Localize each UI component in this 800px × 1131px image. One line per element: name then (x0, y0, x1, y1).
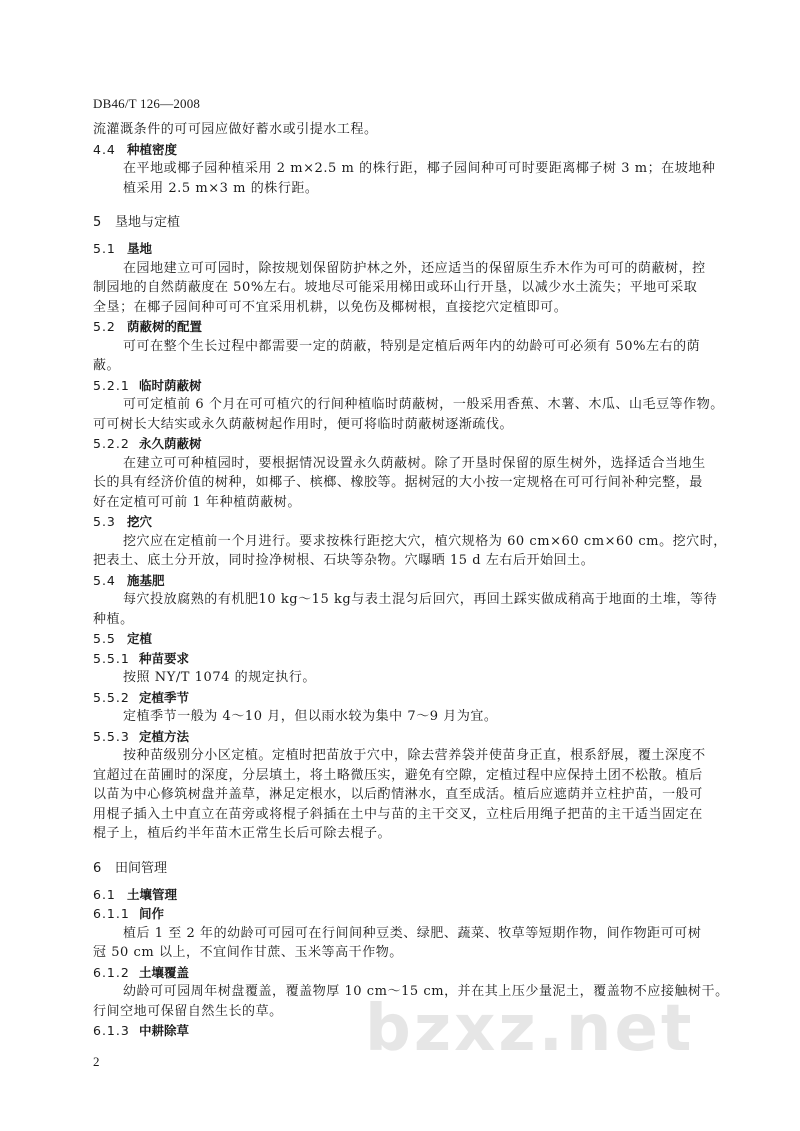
section-heading (93, 376, 713, 396)
section-number: 5.2.1 (93, 377, 130, 393)
chapter-heading (93, 211, 713, 230)
paragraph-line: 棍子上，植后约半年苗木正常生长后可除去棍子。 (93, 826, 392, 841)
section-number: 6.1.2 (93, 964, 130, 980)
section-title: 挖穴 (127, 514, 153, 529)
paragraph-line: 植后 1 至 2 年的幼龄可可园可在行间间种豆类、绿肥、蔬菜、牧草等短期作物，间作物距可可树 (123, 925, 702, 941)
paragraph-line: 可可定植前 6 个月在可可植穴的行间种植临时荫蔽树，一般采用香蕉、木薯、木瓜、山毛豆等作物。 (123, 397, 724, 412)
paragraph-line: 好在定植可可前 1 年种植荫蔽树。 (93, 494, 301, 510)
section-title: 土壤覆盖 (139, 964, 190, 980)
section-title: 定植 (127, 631, 153, 646)
paragraph-line: 流灌溉条件的可可园应做好蓄水或引提水工程。 (93, 122, 378, 137)
section-heading (93, 885, 713, 905)
section-number: 5.5.3 (93, 728, 130, 744)
paragraph-line: 制园地的自然荫蔽度在 50%左右。坡地尽可能采用梯田或环山行开垦，以减少水土流失；平地可采取 (93, 280, 698, 295)
paragraph-line: 宜超过在苗圃时的深度，分层填土，将土略微压实，避免有空隙，定植过程中应保持土团不松散。植后 (93, 767, 703, 783)
section-title: 中耕除草 (139, 1023, 190, 1038)
section-title: 荫蔽树的配置 (127, 319, 203, 334)
section-title: 临时荫蔽树 (139, 377, 202, 393)
section-heading (93, 963, 713, 983)
section-title: 定植方法 (139, 728, 190, 744)
paragraph-line: 蔽。 (93, 358, 121, 373)
paragraph-line: 在建立可可种植园时，要根据情况设置永久荫蔽树。除了开垦时保留的原生树外，选择适合当地生 (123, 455, 706, 471)
document-body (93, 120, 729, 1041)
section-number: 6 (93, 860, 103, 876)
paragraph-line: 按种苗级别分小区定植。定植时把苗放于穴中，除去营养袋并使苗身正直，根系舒展，覆土深度不 (123, 748, 706, 763)
paragraph-line: 每穴投放腐熟的有机肥10 kg～15 kg与表土混匀后回穴，再回土踩实做成稍高于地面的土堆，等待 (123, 592, 718, 607)
section-heading (93, 629, 713, 649)
document-code-header: DB46/T 126—2008 (93, 96, 201, 111)
section-heading (93, 512, 713, 532)
section-heading (93, 727, 713, 747)
section-number: 6.1 (93, 886, 116, 902)
paragraph-line: 行间空地可保留自然生长的草。 (93, 1003, 283, 1019)
section-number: 5.4 (93, 572, 116, 588)
section-title: 间作 (139, 906, 165, 921)
section-title: 种苗要求 (139, 650, 190, 666)
section-heading (93, 571, 713, 591)
paragraph-line: 在园地建立可可园时，除按规划保留防护林之外，还应适当的保留原生乔木作为可可的荫蔽树，控 (123, 260, 706, 276)
chapter-heading (93, 857, 713, 876)
section-title: 土壤管理 (127, 886, 178, 902)
paragraph-line: 长的具有经济价值的树种，如椰子、槟榔、橡胶等。据树冠的大小按一定规格在可可行间补种完整，最 (93, 475, 703, 490)
section-number: 5.2 (93, 319, 116, 334)
paragraph-line: 幼龄可可园周年树盘覆盖，覆盖物厚 10 cm～15 cm，并在其上压少量泥土，覆盖物不应接触树干。 (123, 984, 729, 999)
section-heading (93, 434, 713, 454)
section-heading (93, 904, 713, 924)
section-heading (93, 688, 713, 708)
watermark: bzxz.net (365, 992, 695, 1066)
paragraph-line: 以苗为中心修筑树盘并盖草，淋足定根水，以后酌情淋水，直至成活。植后应遮荫并立柱护苗，一般可 (93, 787, 703, 802)
section-number: 5.2.2 (93, 436, 130, 451)
section-heading (93, 317, 713, 337)
section-heading (93, 649, 713, 669)
section-number: 5.5.1 (93, 650, 130, 666)
section-title: 种植密度 (127, 141, 178, 157)
paragraph-line: 按照 NY/T 1074 的规定执行。 (123, 670, 316, 685)
section-number: 5 (93, 215, 103, 230)
section-number: 5.1 (93, 241, 116, 256)
section-title: 施基肥 (127, 572, 165, 588)
section-number: 5.3 (93, 514, 116, 529)
section-number: 4.4 (93, 141, 116, 157)
section-title: 永久荫蔽树 (139, 436, 202, 451)
section-heading (93, 140, 713, 160)
paragraph-line: 挖穴应在定植前一个月进行。要求按株行距挖大穴，植穴规格为 60 cm×60 cm×60 cm。挖穴时， (123, 533, 727, 549)
paragraph-line: 可可在整个生长过程中都需要一定的荫蔽，特别是定植后两年内的幼龄可可必须有 50%左右的荫 (123, 338, 701, 354)
section-number: 5.5.2 (93, 689, 130, 705)
page-number: 2 (93, 1054, 100, 1069)
section-title: 田间管理 (115, 860, 168, 876)
paragraph-line: 种植。 (93, 611, 134, 627)
section-number: 5.5 (93, 631, 116, 646)
paragraph-line: 全垦；在椰子园间种可可不宜采用机耕，以免伤及椰树根，直接挖穴定植即可。 (93, 299, 568, 315)
paragraph-line: 把表土、底土分开放，同时捡净树根、石块等杂物。穴曝晒 15 d 左右后开始回土。 (93, 553, 595, 568)
section-title: 垦地 (127, 241, 153, 256)
paragraph-line: 在平地或椰子园种植采用 2 m×2.5 m 的株行距，椰子园间种可可时要距离椰子树 3 m；在坡地种 (123, 161, 716, 176)
section-title: 垦地与定植 (115, 215, 181, 230)
section-heading (93, 239, 713, 259)
paragraph-line: 定植季节一般为 4～10 月，但以雨水较为集中 7～9 月为宜。 (123, 709, 498, 724)
paragraph-line: 植采用 2.5 m×3 m 的株行距。 (123, 180, 319, 196)
section-number: 6.1.1 (93, 906, 130, 921)
section-number: 6.1.3 (93, 1023, 130, 1038)
paragraph-line: 可可树长大结实或永久荫蔽树起作用时，便可将临时荫蔽树逐渐疏伐。 (93, 416, 514, 432)
section-title: 定植季节 (139, 689, 190, 705)
paragraph-line: 冠 50 cm 以上，不宜间作甘蔗、玉米等高干作物。 (93, 945, 403, 960)
paragraph-line: 用棍子插入土中直立在苗旁或将棍子斜插在土中与苗的主干交叉，立柱后用绳子把苗的主干适当固定在 (93, 806, 703, 822)
